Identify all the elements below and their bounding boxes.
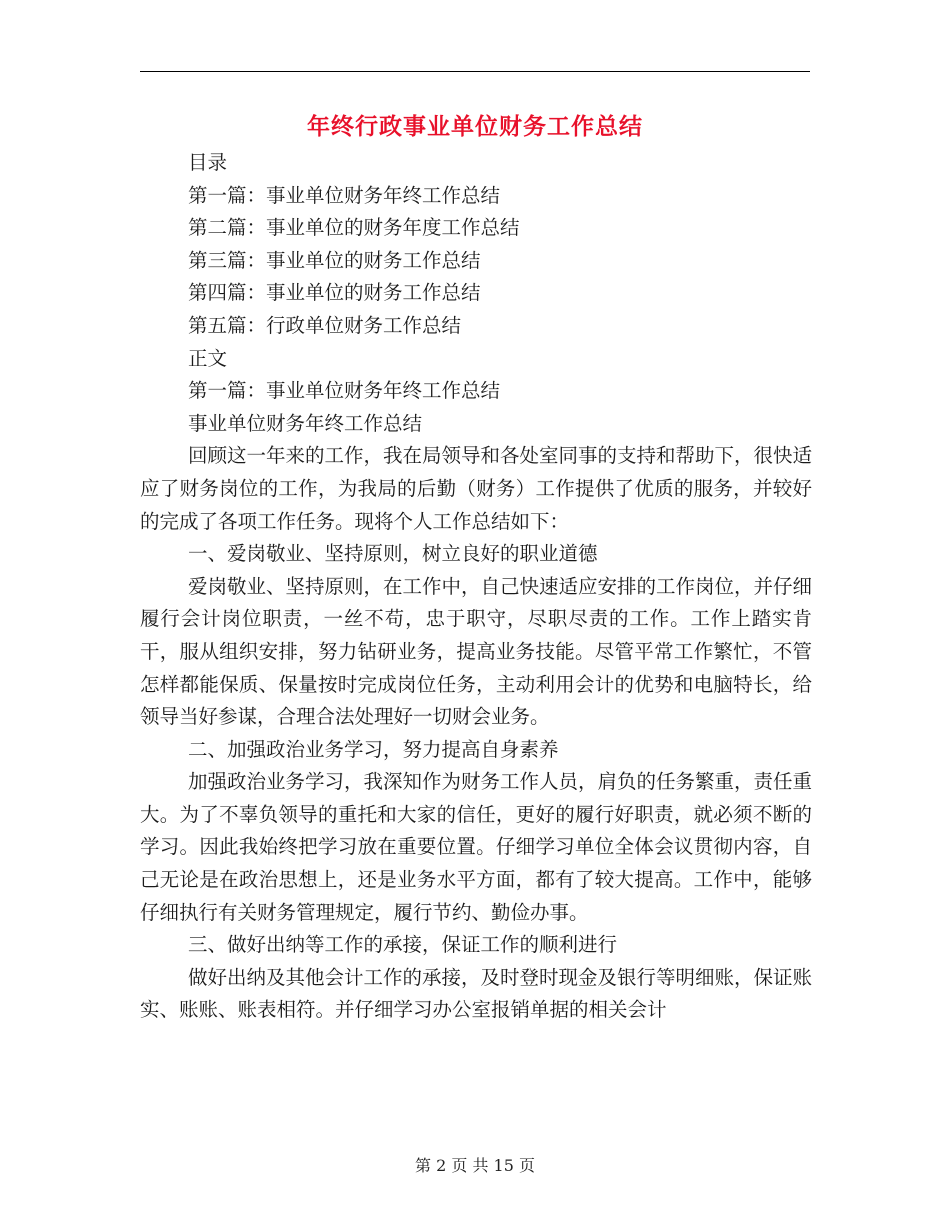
document-body: [140, 147, 812, 1027]
toc-item: 第一篇：事业单位财务年终工作总结: [188, 183, 501, 207]
footer-prefix: 第: [414, 1156, 431, 1175]
toc-item: 第五篇：行政单位财务工作总结: [188, 313, 462, 337]
footer-middle: 页 共: [451, 1156, 489, 1175]
total-page-count: 15: [493, 1156, 514, 1175]
document-title: 年终行政事业单位财务工作总结: [307, 114, 643, 140]
section-paragraph: 加强政治业务学习，我深知作为财务工作人员，肩负的任务繁重，责任重大。为了不辜负领导的重托和大家的信任，更好的履行好职责，就必须不断的学习。因此我始终把学习放在重要位置。仔细学习单位全体会议贯彻内容，自己无论是在政治思想上，还是业务水平方面，都有了较大提高。工作中，能够仔细执行有关财务管理规定，履行节约、勤俭办事。: [140, 770, 813, 924]
part-subtitle: 事业单位财务年终工作总结: [188, 411, 423, 435]
page-footer: [0, 1153, 950, 1176]
section-heading: 一、爱岗敬业、坚持原则，树立良好的职业道德: [188, 542, 598, 566]
toc-item: 第二篇：事业单位的财务年度工作总结: [188, 216, 520, 240]
section-heading: 二、加强政治业务学习，努力提高自身素养: [188, 737, 559, 761]
current-page-number: 2: [436, 1156, 447, 1175]
part-heading: 第一篇：事业单位财务年终工作总结: [188, 379, 501, 403]
section-paragraph: 做好出纳及其他会计工作的承接，及时登时现金及银行等明细账，保证账实、账账、账表相符。并仔细学习办公室报销单据的相关会计: [140, 965, 813, 1022]
section-paragraph: 爱岗敬业、坚持原则，在工作中，自己快速适应安排的工作岗位，并仔细履行会计岗位职责，一丝不苟，忠于职守，尽职尽责的工作。工作上踏实肯干，服从组织安排，努力钻研业务，提高业务技能。尽管平常工作繁忙，不管怎样都能保质、保量按时完成岗位任务，主动利用会计的优势和电脑特长，给领导当好参谋，合理合法处理好一切财会业务。: [140, 574, 813, 729]
toc-item: 第四篇：事业单位的财务工作总结: [188, 281, 481, 305]
intro-paragraph: 回顾这一年来的工作，我在局领导和各处室同事的支持和帮助下，很快适应了财务岗位的工作，为我局的后勤（财务）工作提供了优质的服务，并较好的完成了各项工作任务。现将个人工作总结如下：: [140, 444, 813, 533]
toc-item: 第三篇：事业单位的财务工作总结: [188, 248, 481, 272]
header-rule: [140, 71, 810, 72]
section-heading: 三、做好出纳等工作的承接，保证工作的顺利进行: [188, 933, 618, 957]
body-heading: 正文: [188, 346, 228, 370]
footer-suffix: 页: [519, 1156, 536, 1175]
toc-heading: 目录: [188, 151, 228, 174]
